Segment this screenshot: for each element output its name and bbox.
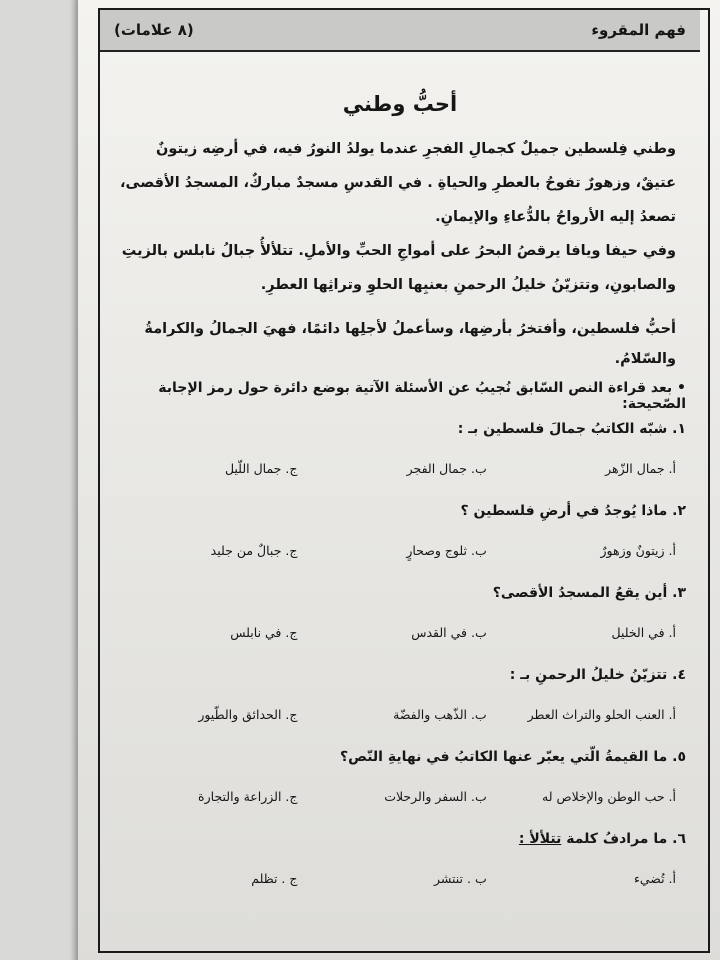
- answer-options: [100, 442, 700, 494]
- answer-options: [100, 606, 700, 658]
- question-5: [100, 744, 700, 822]
- answer-options: [100, 852, 700, 904]
- question-4: [100, 662, 700, 740]
- option-a[interactable]: أ. في الخليل: [611, 624, 676, 640]
- option-b[interactable]: ب. الذّهب والفضّة: [393, 706, 487, 722]
- question-text: ١. شبّه الكاتبُ جمالَ فلسطين بـ :: [457, 421, 686, 437]
- question-6: [100, 826, 700, 904]
- option-a[interactable]: أ. حب الوطن والإخلاص له: [542, 788, 676, 804]
- question-text: [100, 826, 700, 852]
- passage-closing: أحبُّ فلسطين، وأفتخرُ بأرضِها، وسأعملُ لأجلِها دائمًا، فهيَ الجمالُ والكرامةُ والسّلامُ.: [144, 321, 676, 367]
- target-word: تتلألأ :: [518, 831, 562, 847]
- option-c[interactable]: ج. جمال اللّيل: [224, 460, 298, 476]
- question-text: ٣. أين يقعُ المسجدُ الأقصى؟: [492, 585, 686, 601]
- option-c[interactable]: ج. جبالٌ من جليد: [210, 542, 298, 558]
- question-text-lead: ٦. ما مرادفُ كلمة: [561, 831, 686, 847]
- passage-paragraph-1: وطني فِلسطين جميلٌ كجمالِ الفجرِ عندما يولدُ النورُ فيه، في أرضِه زيتونٌ عتيقٌ، وزهورٌ تفوحُ بالعطرِ والحياةِ . في القدسِ مسجدٌ مباركٌ، المسجدُ الأقصى، تصعدُ إليه الأرواحُ بالدُّعاءِ والإيمانِ.: [120, 141, 676, 225]
- option-a[interactable]: أ. العنب الحلو والتراث العطر: [527, 706, 676, 722]
- section-title: فهم المقروء: [591, 21, 686, 39]
- option-a[interactable]: أ. زيتونٌ وزهورٌ: [600, 542, 676, 558]
- answer-options: [100, 770, 700, 822]
- instructions: • بعد قراءة النص السّابق نُجيبُ عن الأسئلة الآتية بوضع دائرة حول رمز الإجابة الصّحيحة:: [158, 380, 686, 412]
- question-1: [100, 416, 700, 494]
- option-a[interactable]: أ. تُضيء: [633, 870, 676, 886]
- question-text: ٥. ما القيمةُ الّتي يعبّر عنها الكاتبُ في نهايةِ النّص؟: [339, 749, 686, 765]
- section-header: [100, 10, 700, 52]
- option-b[interactable]: ب . تنتشر: [433, 870, 487, 886]
- option-c[interactable]: ج . تظلم: [251, 870, 298, 886]
- option-b[interactable]: ب. في القدس: [411, 624, 487, 640]
- option-b[interactable]: ب. جمال الفجر: [406, 460, 487, 476]
- marks-label: (٨ علامات): [114, 21, 194, 39]
- option-a[interactable]: أ. جمال الزّهر: [605, 460, 676, 476]
- exam-page: [100, 10, 700, 950]
- answer-options: [100, 688, 700, 740]
- passage-title: أحبُّ وطني: [342, 92, 458, 116]
- question-2: [100, 498, 700, 576]
- answer-options: [100, 524, 700, 576]
- option-c[interactable]: ج. الحدائق والطّيور: [198, 706, 298, 722]
- passage-paragraph-2: وفي حيفا ويافا يرقصُ البحرُ على أمواجِ الحبِّ والأملِ. تتلألأُ جبالُ نابلس بالزيتِ والصابونِ، وتتزيّنُ خليلُ الرحمنِ بعنبِها الحلوِ وتراثِها العطرِ.: [121, 243, 676, 293]
- option-c[interactable]: ج. الزراعة والتجارة: [198, 788, 298, 804]
- option-b[interactable]: ب. السفر والرحلات: [384, 788, 487, 804]
- option-c[interactable]: ج. في نابلس: [230, 624, 298, 640]
- question-text: ٢. ماذا يُوجدُ في أرضِ فلسطين ؟: [460, 503, 686, 519]
- question-text: ٤. تتزيّنُ خليلُ الرحمنِ بـ :: [509, 667, 686, 683]
- option-b[interactable]: ب. ثلوج وصحارٍ: [406, 542, 487, 558]
- question-3: [100, 580, 700, 658]
